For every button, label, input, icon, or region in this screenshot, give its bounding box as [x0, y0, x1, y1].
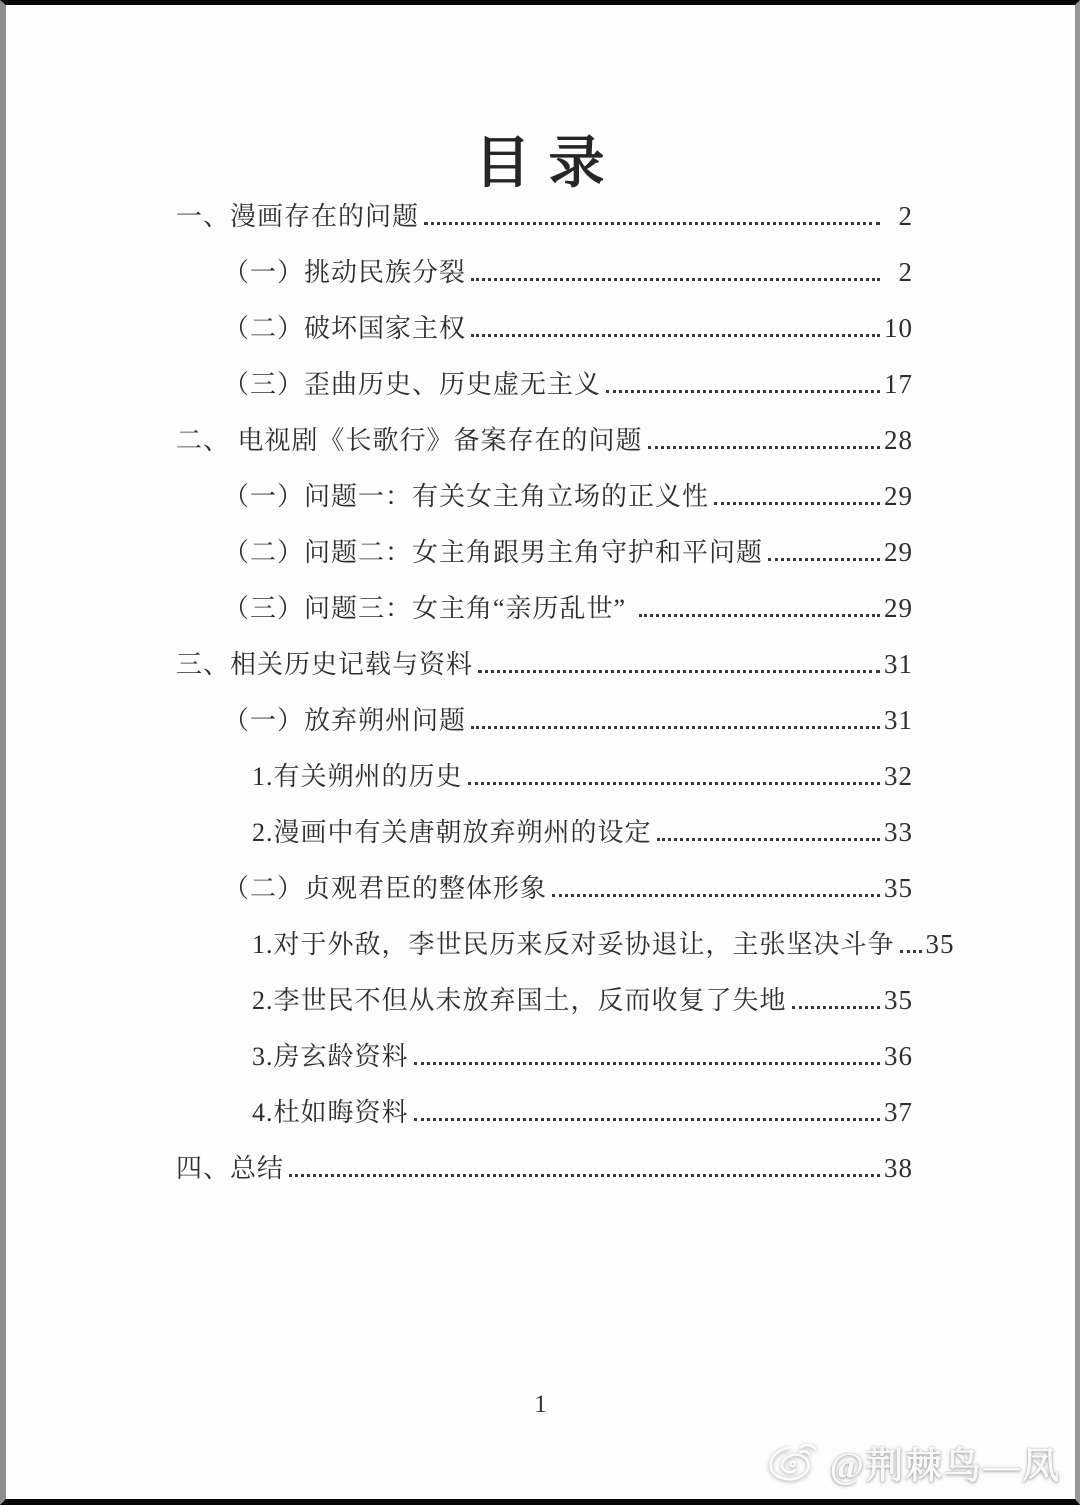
toc-item [176, 412, 913, 468]
toc-item [176, 468, 913, 524]
table-of-contents [176, 188, 955, 1196]
toc-item-label: 四、总结 [176, 1154, 285, 1183]
toc-item-page: 37 [884, 1097, 913, 1127]
toc-item [176, 804, 913, 860]
toc-leader-dots [471, 721, 880, 729]
toc-item-page: 35 [884, 985, 913, 1015]
toc-item-page: 29 [884, 481, 913, 511]
toc-leader-dots [414, 1057, 880, 1065]
toc-item-label: 4.杜如晦资料 [252, 1098, 409, 1127]
toc-item [176, 636, 913, 692]
toc-item-label: （二）问题二：女主角跟男主角守护和平问题 [223, 538, 764, 567]
toc-item-page: 10 [884, 313, 913, 343]
toc-item-page: 17 [884, 369, 913, 399]
toc-item-page: 32 [884, 761, 913, 791]
toc-item-label: 2.李世民不但从未放弃国土，反而收复了失地 [252, 986, 787, 1015]
toc-item-page: 28 [884, 425, 913, 455]
toc-leader-dots [424, 217, 880, 225]
toc-leader-dots [648, 441, 880, 449]
toc-item-page: 29 [884, 537, 913, 567]
toc-leader-dots [289, 1169, 880, 1177]
toc-leader-dots [900, 945, 922, 953]
toc-item-label: （一）挑动民族分裂 [223, 258, 467, 287]
toc-leader-dots [468, 777, 880, 785]
toc-item [176, 1140, 913, 1196]
toc-item-page: 31 [884, 705, 913, 735]
toc-leader-dots [478, 665, 880, 673]
toc-leader-dots [414, 1113, 880, 1121]
toc-leader-dots [657, 833, 880, 841]
toc-item-page: 2 [898, 257, 913, 287]
toc-item-page: 33 [884, 817, 913, 847]
toc-item [176, 972, 913, 1028]
weibo-logo-icon [766, 1436, 822, 1489]
toc-item [176, 1084, 913, 1140]
toc-item-label: （二）破坏国家主权 [223, 314, 467, 343]
toc-leader-dots [768, 553, 880, 561]
toc-item-page: 38 [884, 1153, 913, 1183]
toc-item [176, 300, 913, 356]
page-title: 目 录 [474, 133, 607, 195]
toc-item-label: （三）歪曲历史、历史虚无主义 [223, 370, 602, 399]
toc-leader-dots [606, 385, 880, 393]
toc-item [176, 524, 913, 580]
toc-item-page: 35 [925, 929, 955, 959]
footer-page-number: 1 [534, 1391, 547, 1418]
toc-leader-dots [792, 1001, 880, 1009]
toc-item-label: 1.有关朔州的历史 [252, 762, 463, 791]
toc-item [176, 580, 913, 636]
toc-item [176, 188, 913, 244]
toc-item-label: 3.房玄龄资料 [252, 1042, 409, 1071]
toc-leader-dots [714, 497, 880, 505]
toc-item [176, 860, 913, 916]
toc-item-page: 35 [884, 873, 913, 903]
toc-item-page: 2 [898, 201, 913, 231]
toc-item-label: 1.对于外敌，李世民历来反对妥协退让，主张坚决斗争 [252, 930, 895, 959]
watermark-text: @荆棘鸟—凤 [829, 1446, 1061, 1487]
toc-item [176, 916, 955, 972]
toc-item-label: 2.漫画中有关唐朝放弃朔州的设定 [252, 818, 652, 847]
toc-item-label: 一、漫画存在的问题 [176, 202, 420, 231]
watermark [766, 1435, 1061, 1489]
toc-item-label: 三、相关历史记载与资料 [176, 650, 474, 679]
toc-item-label: （一）放弃朔州问题 [223, 706, 467, 735]
toc-item-page: 36 [884, 1041, 913, 1071]
toc-leader-dots [552, 889, 880, 897]
toc-item-label: （三）问题三：女主角“亲历乱世” [223, 594, 634, 623]
toc-item [176, 1028, 913, 1084]
toc-item [176, 748, 913, 804]
toc-item-label: （一）问题一：有关女主角立场的正义性 [223, 482, 710, 511]
toc-item-label: （二）贞观君臣的整体形象 [223, 874, 548, 903]
toc-leader-dots [471, 273, 880, 281]
toc-item-page: 31 [884, 649, 913, 679]
toc-item [176, 356, 913, 412]
toc-leader-dots [471, 329, 880, 337]
toc-item [176, 244, 913, 300]
toc-item [176, 692, 913, 748]
toc-item-page: 29 [884, 593, 913, 623]
toc-leader-dots [639, 609, 880, 617]
toc-item-label: 二、 电视剧《长歌行》备案存在的问题 [176, 426, 643, 455]
